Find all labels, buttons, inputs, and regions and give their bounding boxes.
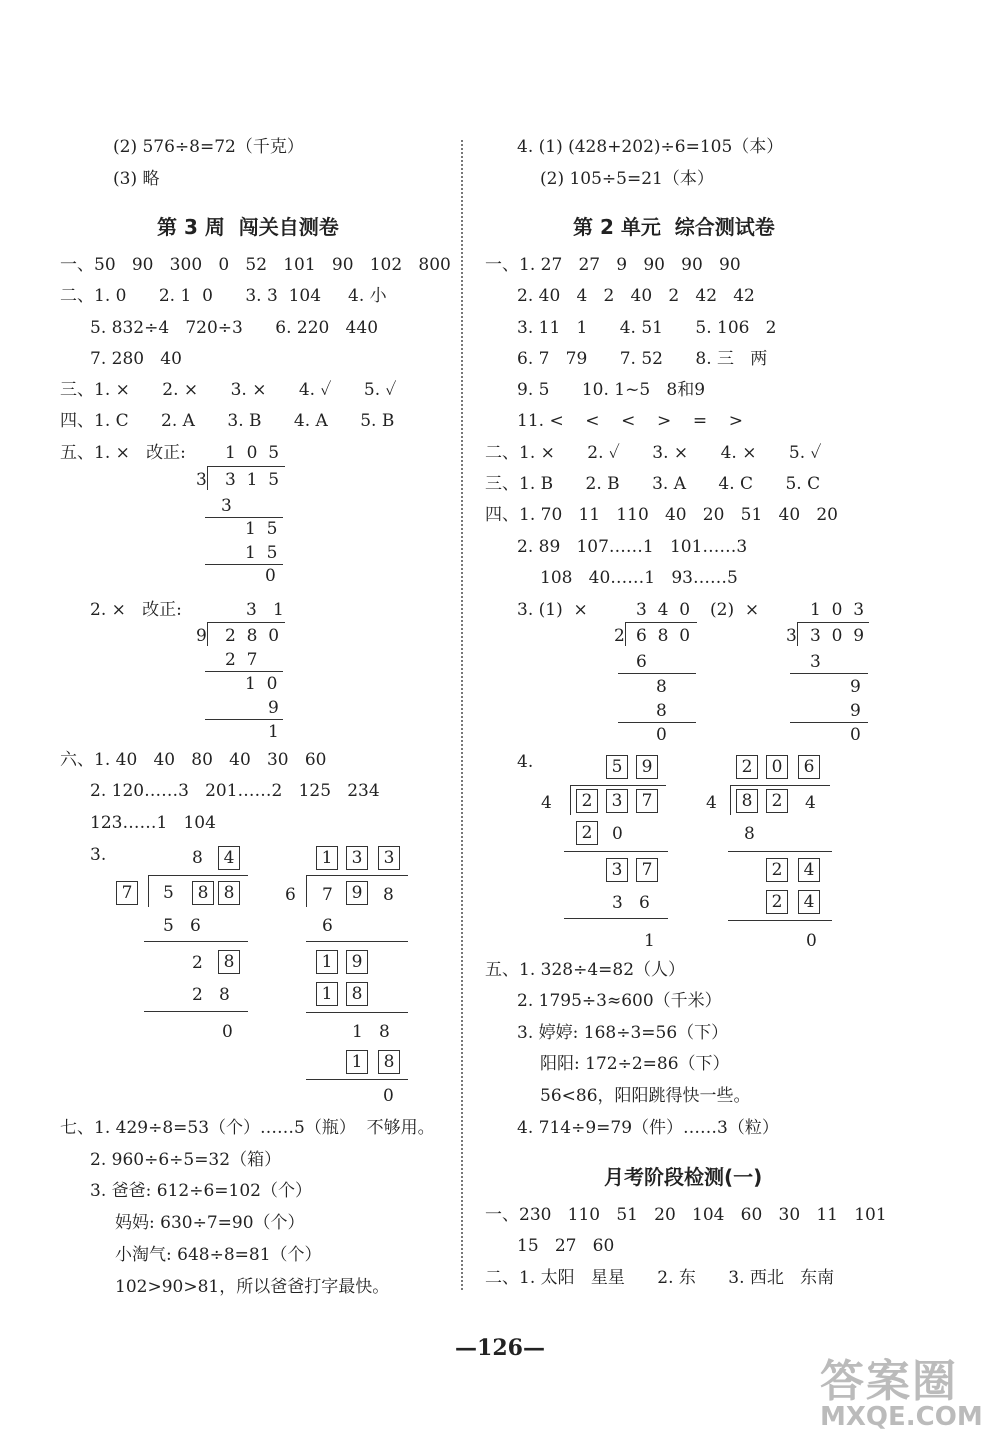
watermark-logo: 答案圈 bbox=[820, 1356, 958, 1407]
u2-q2: 二、1. × 2. ✓ 3. × 4. × 5. ✓ bbox=[485, 443, 822, 463]
u2-q1-11: 11. < < < > = > bbox=[517, 411, 743, 431]
u2-q5-3a: 3. 婷婷: 168÷3=56（下） bbox=[517, 1023, 729, 1043]
u2-q5-3b: 阳阳: 172÷2=86（下） bbox=[540, 1054, 730, 1074]
watermark-site: MXQE.COM bbox=[820, 1402, 983, 1432]
m-q1a: 一、230 110 51 20 104 60 30 11 101 bbox=[485, 1205, 887, 1225]
u2-q1-9: 9. 5 10. 1~5 8和9 bbox=[517, 380, 706, 400]
q7-item3d: 102>90>81，所以爸爸打字最快。 bbox=[115, 1277, 390, 1297]
u2-q4-3a: 3. (1) × bbox=[517, 600, 588, 620]
q5-item1: 五、1. × 改正: bbox=[60, 443, 186, 463]
section-title-monthly: 月考阶段检测(一) bbox=[604, 1165, 763, 1189]
u2-q5-4: 4. 714÷9=79（件）……3（粒） bbox=[517, 1118, 779, 1138]
u2-q1-1: 一、1. 27 27 9 90 90 90 bbox=[485, 255, 741, 275]
right-line-2: (2) 105÷5=21（本） bbox=[540, 169, 714, 189]
u2-q4-2b: 108 40……1 93……5 bbox=[540, 568, 738, 588]
m-q2: 二、1. 太阳 星星 2. 东 3. 西北 东南 bbox=[485, 1268, 835, 1288]
u2-q4-2a: 2. 89 107……1 101……3 bbox=[517, 537, 748, 557]
right-line-1: 4. (1) (428+202)÷6=105（本） bbox=[517, 137, 784, 157]
u2-q3: 三、1. B 2. B 3. A 4. C 5. C bbox=[485, 474, 821, 494]
u2-q4-1: 四、1. 70 11 110 40 20 51 40 20 bbox=[485, 505, 838, 525]
column-divider bbox=[461, 140, 463, 1290]
u2-q5-1: 五、1. 328÷4=82（人） bbox=[485, 960, 686, 980]
page-number: —126— bbox=[455, 1335, 545, 1361]
q6-item3: 3. bbox=[90, 845, 107, 865]
q4-answers: 四、1. C 2. A 3. B 4. A 5. B bbox=[60, 411, 395, 431]
q6-item2b: 123……1 104 bbox=[90, 813, 216, 833]
q6-item2a: 2. 120……3 201……2 125 234 bbox=[90, 781, 380, 801]
q7-item3b: 妈妈: 630÷7=90（个） bbox=[115, 1213, 305, 1233]
u2-q1-3: 3. 11 1 4. 51 5. 106 2 bbox=[517, 318, 777, 338]
q2-answers-b: 5. 832÷4 720÷3 6. 220 440 bbox=[90, 318, 379, 338]
section-title-week3: 第 3 周 闯关自测卷 bbox=[157, 215, 339, 239]
q7-item2: 2. 960÷6÷5=32（箱） bbox=[90, 1150, 282, 1170]
q5-item2: 2. × 改正: bbox=[90, 600, 182, 620]
q7-item3a: 3. 爸爸: 612÷6=102（个） bbox=[90, 1181, 312, 1201]
section-title-unit2: 第 2 单元 综合测试卷 bbox=[573, 215, 775, 239]
left-line-2: (3) 略 bbox=[113, 169, 160, 189]
u2-q4-3b: (2) × bbox=[710, 600, 760, 620]
q7-item1: 七、1. 429÷8=53（个）……5（瓶） 不够用。 bbox=[60, 1118, 435, 1138]
left-line-1: (2) 576÷8=72（千克） bbox=[113, 137, 304, 157]
m-q1b: 15 27 60 bbox=[517, 1236, 615, 1256]
q3-answers: 三、1. × 2. × 3. × 4. ✓ 5. ✓ bbox=[60, 380, 397, 400]
q1-answers: 一、50 90 300 0 52 101 90 102 800 bbox=[60, 255, 451, 275]
q2-answers-a: 二、1. 0 2. 1 0 3. 3 104 4. 小 bbox=[60, 286, 387, 306]
u2-q5-2: 2. 1795÷3≈600（千米） bbox=[517, 991, 722, 1011]
q2-answers-c: 7. 280 40 bbox=[90, 349, 182, 369]
u2-q4-4: 4. bbox=[517, 752, 534, 772]
q7-item3c: 小淘气: 648÷8=81（个） bbox=[115, 1245, 322, 1265]
u2-q5-3c: 56<86，阳阳跳得快一些。 bbox=[540, 1086, 751, 1106]
u2-q1-6: 6. 7 79 7. 52 8. 三 两 bbox=[517, 349, 768, 369]
u2-q1-2: 2. 40 4 2 40 2 42 42 bbox=[517, 286, 755, 306]
q6-item1: 六、1. 40 40 80 40 30 60 bbox=[60, 750, 327, 770]
